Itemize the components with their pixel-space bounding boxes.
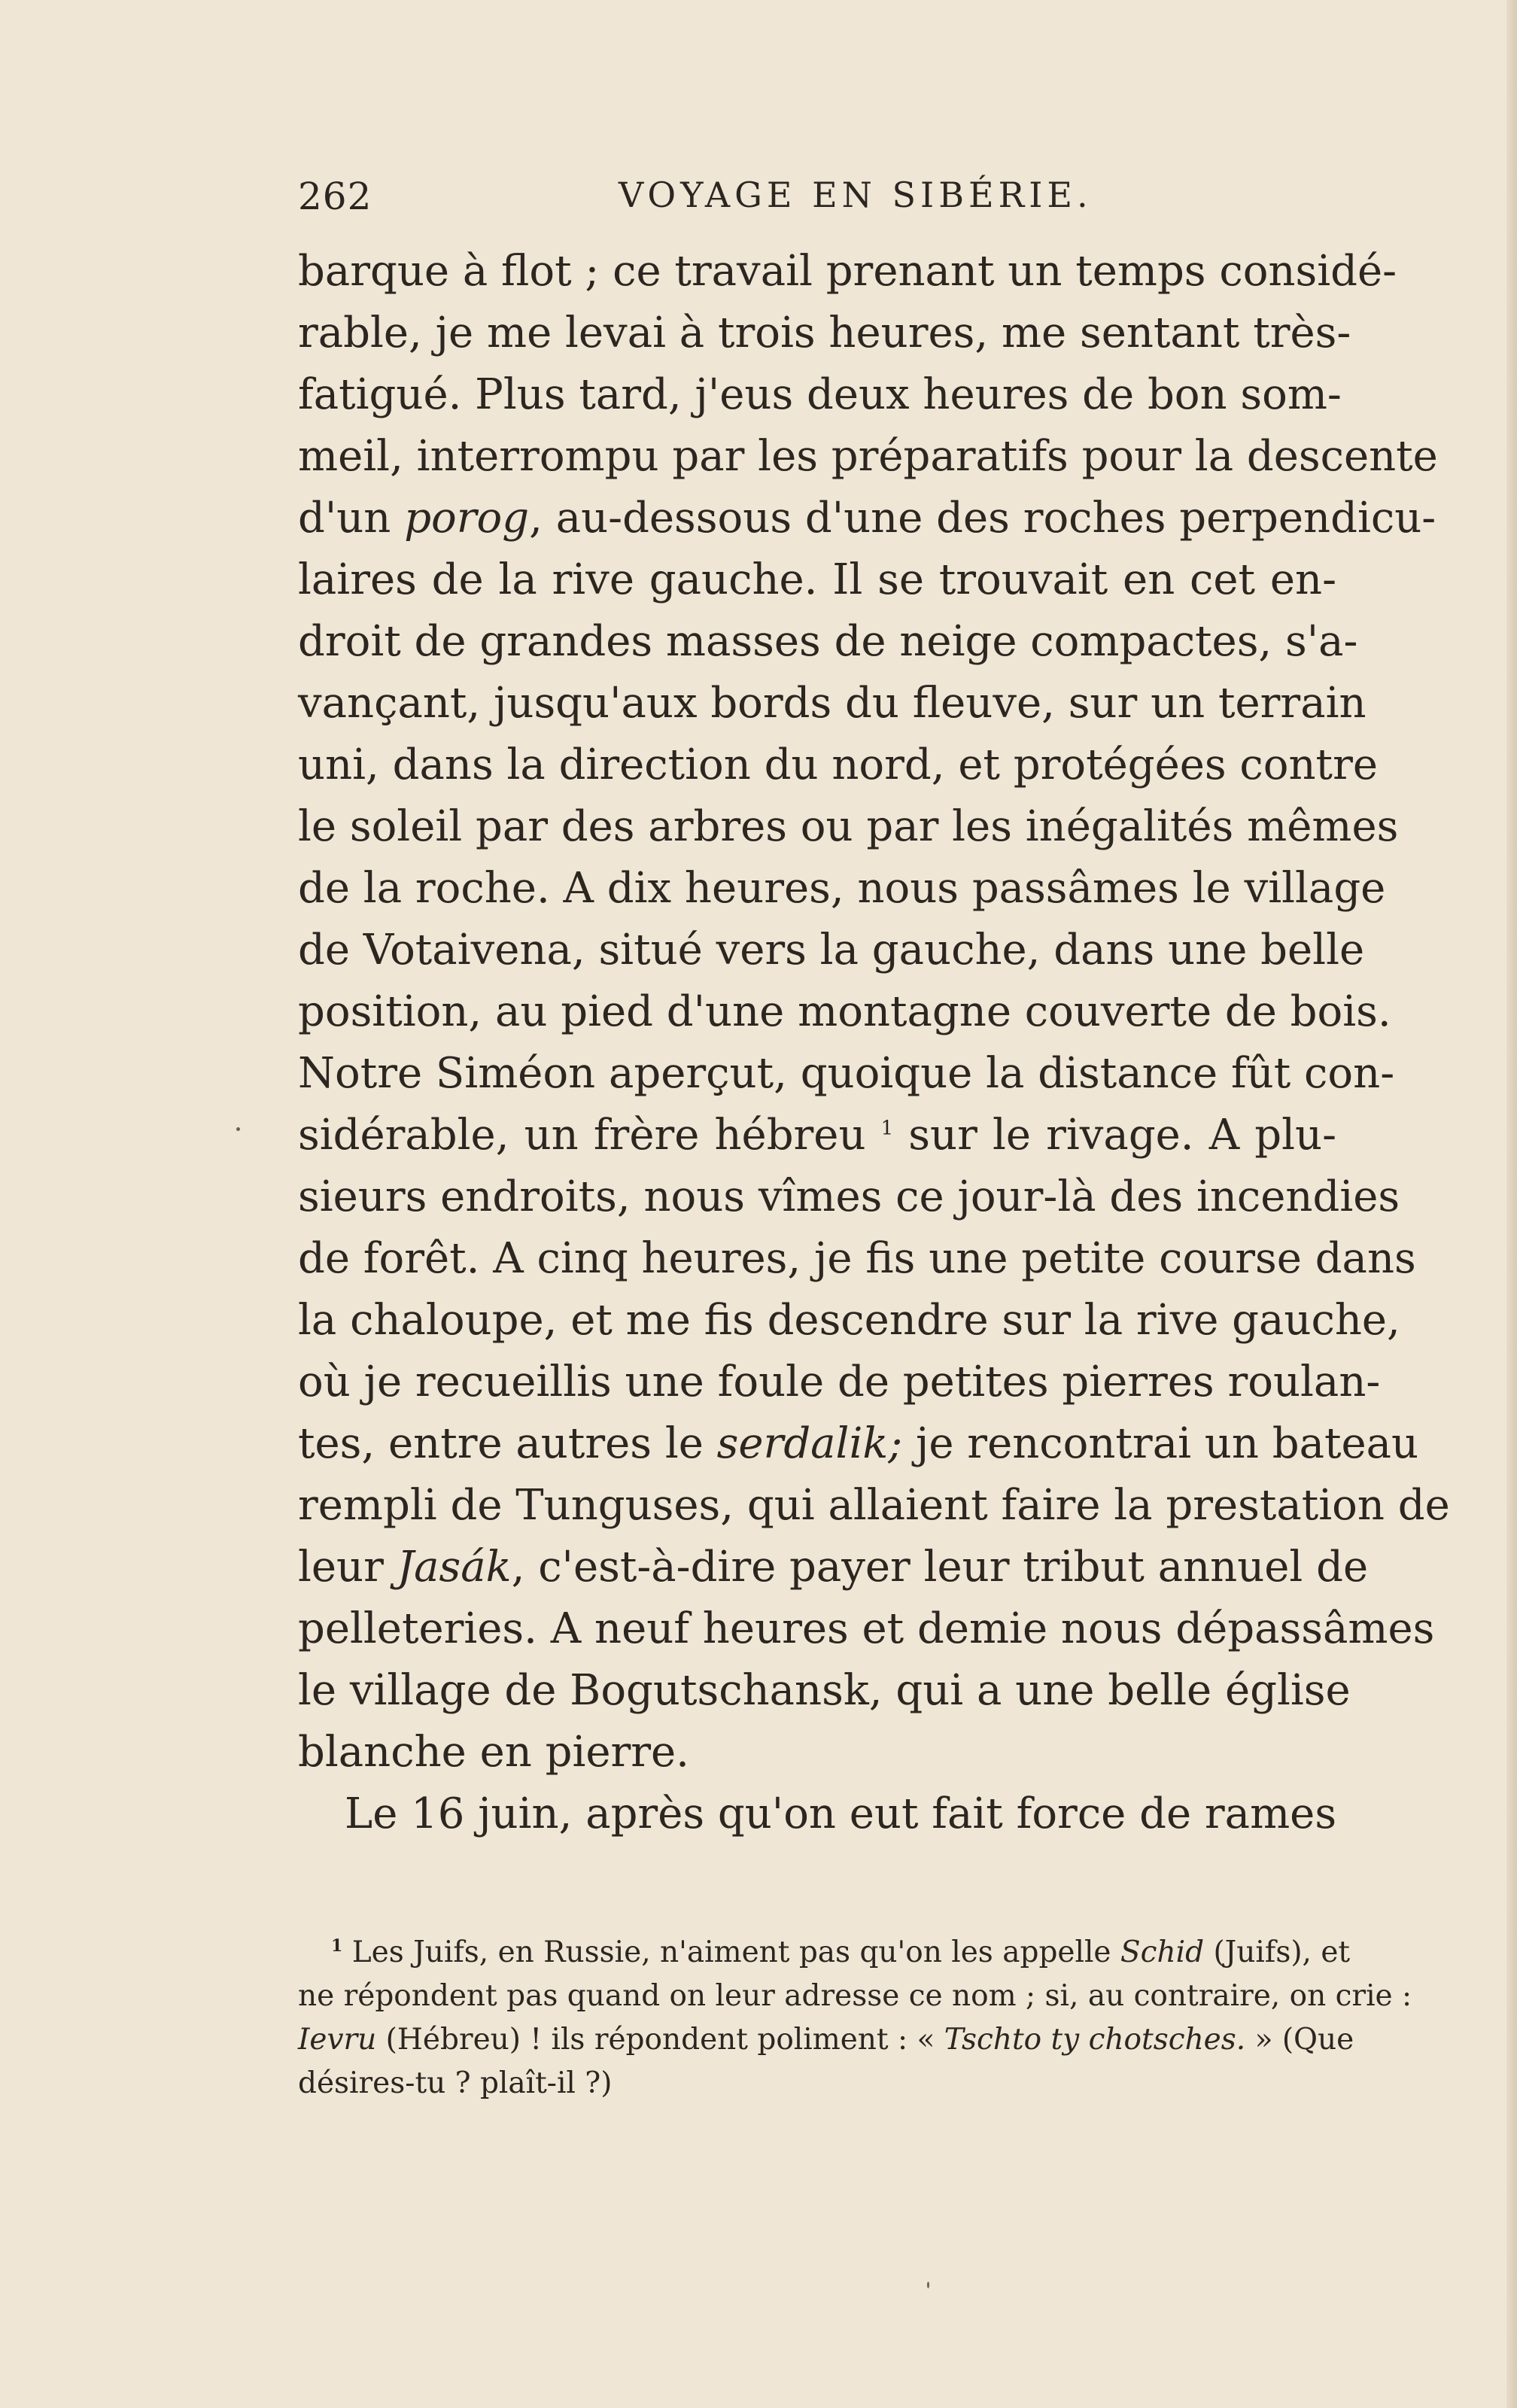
body-line (298, 734, 1378, 796)
text-run: d'un (298, 494, 405, 543)
text-run: le village de Bogutschansk, qui a une belle église (298, 1666, 1351, 1715)
italic-term: serdalik; (716, 1419, 903, 1468)
body-line (298, 1722, 1336, 1783)
running-header (298, 175, 1336, 227)
text-run: laires de la rive gauche. Il se trouvait en cet en- (298, 555, 1336, 604)
text-run: barque à flot ; ce travail prenant un temps considé- (298, 247, 1397, 296)
body-line (298, 858, 1386, 920)
body-line (298, 796, 1399, 858)
body-line (298, 1105, 1336, 1166)
text-run: pelleteries. A neuf heures et demie nous dépassâmes (298, 1604, 1435, 1653)
page-number: 262 (298, 175, 372, 218)
text-run: » (Que (1245, 2023, 1354, 2057)
footnotes (298, 1931, 1412, 2105)
body-line (298, 1783, 1336, 1845)
text-run: meil, interrompu par les préparatifs pour la descente (298, 432, 1438, 481)
text-run: sieurs endroits, nous vîmes ce jour-là des incendies (298, 1172, 1400, 1221)
text-run: ne répondent pas quand on leur adresse ce nom ; si, au contraire, on crie : (298, 1979, 1412, 2013)
text-run: droit de grandes masses de neige compactes, s'a- (298, 617, 1358, 666)
italic-term: Tschto ty chotsches. (944, 2023, 1246, 2057)
text-run: sur le rivage. A plu- (893, 1111, 1336, 1160)
body-line (298, 1228, 1416, 1290)
footnote-line (298, 1975, 1412, 2018)
body-line (298, 1413, 1419, 1475)
text-run: de forêt. A cinq heures, je fis une petite course dans (298, 1234, 1416, 1283)
body-line (298, 364, 1342, 426)
body-line (298, 1290, 1400, 1351)
text-run: blanche en pierre. (298, 1728, 689, 1777)
text-run: tes, entre autres le (298, 1419, 717, 1468)
body-line (298, 303, 1351, 364)
text-run: fatigué. Plus tard, j'eus deux heures de bon som- (298, 370, 1342, 419)
body-text (298, 241, 1450, 1845)
text-run: sidérable, un frère hébreu (298, 1111, 881, 1160)
body-line (298, 611, 1358, 673)
text-run: uni, dans la direction du nord, et protégées contre (298, 740, 1378, 789)
text-run: (Juifs), et (1204, 1935, 1351, 1969)
text-run: Les Juifs, en Russie, n'aiment pas qu'on les appelle (342, 1935, 1120, 1969)
italic-term: Schid (1120, 1935, 1205, 1969)
print-speck (927, 2282, 929, 2288)
body-line (298, 1043, 1395, 1105)
footnote-line (298, 1931, 1351, 1975)
body-line (298, 1660, 1351, 1722)
body-line (298, 1598, 1435, 1660)
text-run: Le 16 juin, après qu'on eut fait force de rames (345, 1789, 1337, 1838)
body-line (298, 981, 1391, 1043)
text-run: rable, je me levai à trois heures, me sentant très- (298, 309, 1351, 357)
body-line (298, 426, 1438, 488)
text-run: rempli de Tunguses, qui allaient faire la prestation de (298, 1481, 1450, 1530)
text-run: , au-dessous d'une des roches perpendicu- (529, 494, 1436, 543)
text-run: vançant, jusqu'aux bords du fleuve, sur un terrain (298, 679, 1367, 728)
body-line (298, 673, 1367, 734)
italic-term: Ievru (298, 2023, 377, 2057)
running-title: VOYAGE EN SIBÉRIE. (619, 175, 1093, 215)
text-run: je rencontrai un bateau (902, 1419, 1419, 1468)
footnote-line (298, 2062, 1336, 2105)
body-line (298, 1166, 1400, 1228)
text-run: de la roche. A dix heures, nous passâmes le village (298, 864, 1386, 913)
body-line (298, 920, 1365, 981)
body-line (298, 241, 1397, 303)
text-run: désires-tu ? plaît-il ?) (298, 2066, 613, 2100)
page-edge (1506, 0, 1517, 2408)
footnote-line (298, 2018, 1354, 2062)
italic-term: porog (404, 494, 530, 543)
text-run: (Hébreu) ! ils répondent poliment : « (376, 2023, 944, 2057)
text-run: de Votaivena, situé vers la gauche, dans une belle (298, 926, 1365, 974)
text-run: , c'est-à-dire payer leur tribut annuel de (511, 1543, 1369, 1592)
body-line (298, 1475, 1450, 1537)
text-run: où je recueillis une foule de petites pierres roulan- (298, 1358, 1381, 1406)
body-line (298, 1537, 1369, 1598)
footnote-marker: 1 (331, 1936, 343, 1956)
print-speck (236, 1127, 240, 1131)
text-run: leur (298, 1543, 397, 1592)
text-run: Notre Siméon aperçut, quoique la distance fût con- (298, 1049, 1395, 1098)
text-run: le soleil par des arbres ou par les inégalités mêmes (298, 802, 1399, 851)
text-run: la chaloupe, et me fis descendre sur la rive gauche, (298, 1296, 1400, 1345)
italic-term: Jasák (397, 1543, 512, 1592)
body-line (298, 488, 1436, 549)
text-run: position, au pied d'une montagne couverte de bois. (298, 987, 1391, 1036)
footnote-marker: 1 (880, 1117, 894, 1140)
body-line (298, 1351, 1381, 1413)
body-line (298, 549, 1336, 611)
